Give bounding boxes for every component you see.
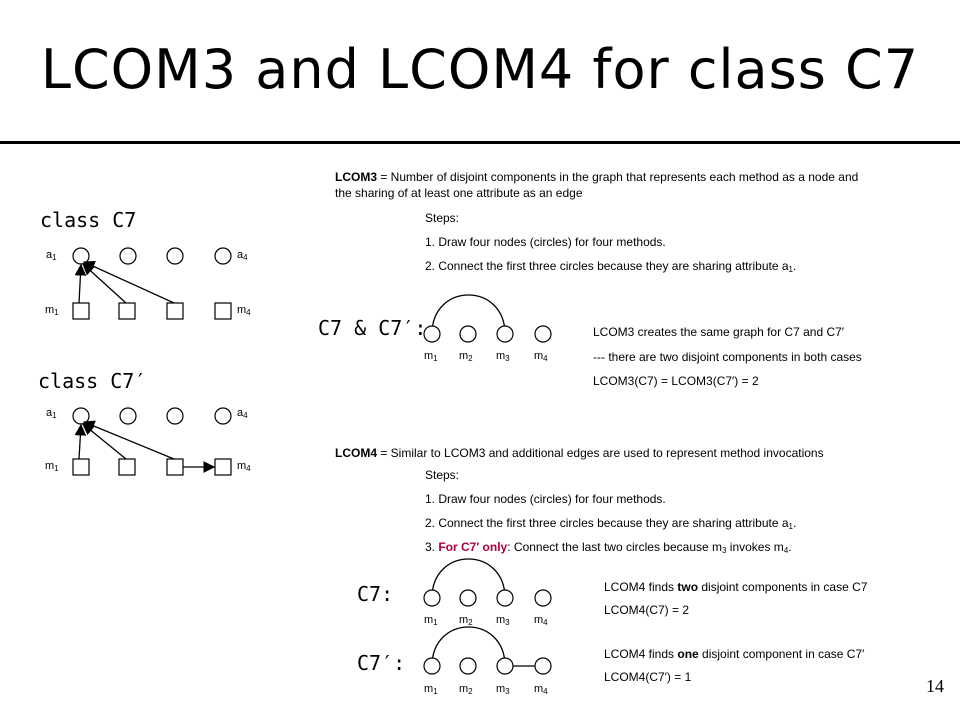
- node-m2: [460, 590, 476, 606]
- label-a1: $a_1$: [46, 407, 57, 420]
- label-m1: $m_1$: [45, 460, 59, 473]
- attribute-a1-circle: [73, 248, 89, 264]
- edge-m3-a1: [84, 262, 174, 303]
- node-m3: [497, 590, 513, 606]
- node-m4: [535, 658, 551, 674]
- lcom4-c7-prime-note2: LCOM4(C7′) = 1: [604, 670, 692, 684]
- attribute-a4-circle: [215, 248, 231, 264]
- class-c7-prime-diagram: [73, 408, 231, 475]
- method-m3-box: [167, 303, 183, 319]
- attribute-a2-circle: [120, 408, 136, 424]
- lcom4-term: LCOM4: [335, 446, 377, 460]
- lcom4-step3-highlight: For C7′ only: [438, 540, 508, 554]
- attribute-a3-circle: [167, 408, 183, 424]
- lcom4-step2: 2. Connect the first three circles because they are sharing attribute $a_1$.: [425, 516, 797, 531]
- node-label-m1: $m_1$: [424, 614, 438, 627]
- node-label-m3: $m_3$: [496, 350, 510, 363]
- lcom3-note2: --- there are two disjoint components in both cases: [593, 350, 862, 364]
- lcom3-note1: LCOM3 creates the same graph for C7 and C7′: [593, 325, 845, 339]
- edge-m2-a1: [83, 424, 126, 459]
- lcom3-steps-label: Steps:: [425, 211, 460, 225]
- label-m4: $m_4$: [237, 460, 251, 473]
- edge-m2-a1: [83, 264, 126, 303]
- lcom4-c7-prime-graph: [424, 627, 551, 674]
- node-m2: [460, 326, 476, 342]
- lcom4-definition: LCOM4 = Similar to LCOM3 and additional edges are used to represent method invocations: [335, 446, 824, 460]
- attribute-a1-circle: [73, 408, 89, 424]
- node-label-m3: $m_3$: [496, 683, 510, 696]
- node-m1: [424, 326, 440, 342]
- lcom4-steps-label: Steps:: [425, 468, 460, 482]
- node-label-m4: $m_4$: [534, 683, 548, 696]
- label-a4: $a_4$: [237, 249, 248, 262]
- edge-m1-a1: [79, 425, 81, 459]
- attribute-a2-circle: [120, 248, 136, 264]
- node-label-m2: $m_2$: [459, 614, 473, 627]
- attribute-a3-circle: [167, 248, 183, 264]
- lcom4-c7-prime-note1: LCOM4 finds one disjoint component in case C7′: [604, 647, 865, 661]
- class-c7-prime-label: class C7′: [38, 369, 147, 393]
- lcom3-note3: LCOM3(C7) = LCOM3(C7′) = 2: [593, 374, 759, 388]
- method-m4-box: [215, 459, 231, 475]
- node-label-m2: $m_2$: [459, 683, 473, 696]
- method-m2-box: [119, 303, 135, 319]
- attribute-a4-circle: [215, 408, 231, 424]
- edge-m1-a1: [79, 265, 81, 303]
- label-m1: $m_1$: [45, 304, 59, 317]
- method-m2-box: [119, 459, 135, 475]
- lcom4-c7-label: C7:: [357, 582, 394, 606]
- node-m1: [424, 658, 440, 674]
- class-c7-diagram: [73, 248, 231, 319]
- node-label-m3: $m_3$: [496, 614, 510, 627]
- lcom4-c7-graph: [424, 559, 551, 606]
- lcom4-c7-note2: LCOM4(C7) = 2: [604, 603, 690, 617]
- lcom3-definition-line1: LCOM3 = Number of disjoint components in the graph that represents each method as a node and: [335, 170, 859, 184]
- node-m3: [497, 326, 513, 342]
- lcom3-term: LCOM3: [335, 170, 377, 184]
- edge-m3-a1: [84, 422, 174, 459]
- lcom4-step1: 1. Draw four nodes (circles) for four methods.: [425, 492, 666, 506]
- method-m1-box: [73, 303, 89, 319]
- lcom3-graph-label: C7 & C7′:: [318, 316, 427, 340]
- slide-title: LCOM3 and LCOM4 for class C7: [40, 38, 920, 101]
- node-m3: [497, 658, 513, 674]
- node-label-m4: $m_4$: [534, 614, 548, 627]
- lcom3-step1: 1. Draw four nodes (circles) for four methods.: [425, 235, 666, 249]
- lcom3-step2: 2. Connect the first three circles because they are sharing attribute $a_1$.: [425, 259, 797, 274]
- node-m4: [535, 590, 551, 606]
- lcom4-c7-prime-label: C7′:: [357, 651, 406, 675]
- lcom4-step3: 3. For C7′ only: Connect the last two circles because $m_3$ invokes $m_4$.: [425, 540, 792, 555]
- lcom4-c7-note1: LCOM4 finds two disjoint components in case C7: [604, 580, 868, 594]
- node-label-m2: $m_2$: [459, 350, 473, 363]
- node-m4: [535, 326, 551, 342]
- label-a1: $a_1$: [46, 249, 57, 262]
- label-a4: $a_4$: [237, 407, 248, 420]
- node-m1: [424, 590, 440, 606]
- class-c7-label: class C7: [40, 208, 137, 232]
- node-label-m4: $m_4$: [534, 350, 548, 363]
- lcom3-graph: [424, 295, 551, 342]
- label-m4: $m_4$: [237, 304, 251, 317]
- method-m4-box: [215, 303, 231, 319]
- node-label-m1: $m_1$: [424, 350, 438, 363]
- node-label-m1: $m_1$: [424, 683, 438, 696]
- page-number: 14: [926, 676, 944, 696]
- method-m1-box: [73, 459, 89, 475]
- lcom3-definition-line2: the sharing of at least one attribute as an edge: [335, 186, 583, 200]
- node-m2: [460, 658, 476, 674]
- method-m3-box: [167, 459, 183, 475]
